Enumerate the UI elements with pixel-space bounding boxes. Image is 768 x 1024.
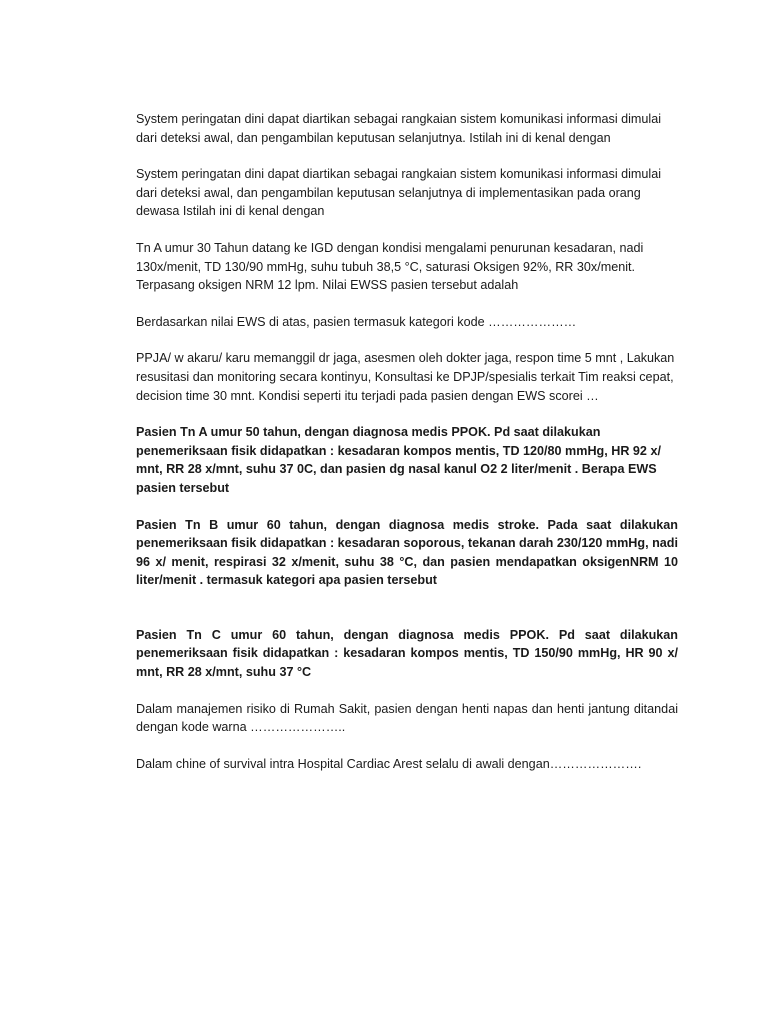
paragraph-ppja-response: PPJA/ w akaru/ karu memanggil dr jaga, asesmen oleh dokter jaga, respon time 5 mnt , Lakukan resusitasi dan monitoring secara kontinyu, Konsultasi ke DPJP/spesialis terkait Tim reaksi cepat, decision time 30 mnt. Kondisi seperti itu terjadi pada pasien dengan EWS scorei … (136, 351, 675, 403)
paragraph-risk-management-code: Dalam manajemen risiko di Rumah Sakit, pasien dengan henti napas dan henti jantung ditandai dengan kode warna ………………….. (136, 701, 678, 735)
paragraph-case-tn-a-50: Pasien Tn A umur 50 tahun, dengan diagnosa medis PPOK. Pd saat dilakukan penemeriksaan fisik didapatkan : kesadaran kompos mentis, TD 120/80 mmHg, HR 92 x/ mnt, RR 28 x/mnt, suhu 37 0C, dan pasien dg nasal kanul O2 2 liter/menit . Berapa EWS pasien tersebut (136, 425, 661, 495)
paragraph-case-tn-a-30: Tn A umur 30 Tahun datang ke IGD dengan kondisi mengalami penurunan kesadaran, nadi 130x/menit, TD 130/90 mmHg, suhu tubuh 38,5 °C, saturasi Oksigen 92%, RR 30x/menit. Terpasang oksigen NRM 12 lpm. Nilai EWSS pasien tersebut adalah (136, 240, 644, 293)
paragraph-early-warning-definition: System peringatan dini dapat diartikan sebagai rangkaian sistem komunikasi informasi dimulai dari deteksi awal, dan pengambilan keputusan selanjutnya. Istilah ini di kenal dengan (136, 112, 662, 145)
paragraph-ews-category: Berdasarkan nilai EWS di atas, pasien termasuk kategori kode ………………… (136, 314, 577, 329)
paragraph-case-tn-c: Pasien Tn C umur 60 tahun, dengan diagnosa medis PPOK. Pd saat dilakukan penemeriksaan fisik didapatkan : kesadaran kompos mentis, TD 150/90 mmHg, HR 90 x/ mnt, RR 28 x/mnt, suhu 37 °C (136, 627, 678, 680)
document-body (136, 110, 678, 791)
paragraph-chain-of-survival: Dalam chine of survival intra Hospital Cardiac Arest selalu di awali dengan…………………. (136, 756, 642, 771)
paragraph-case-tn-b: Pasien Tn B umur 60 tahun, dengan diagnosa medis stroke. Pada saat dilakukan penemeriksaan fisik didapatkan : kesadaran soporous, tekanan darah 230/120 mmHg, nadi 96 x/ menit, respirasi 32 x/menit, suhu 38 °C, dan pasien mendapatkan oksigenNRM 10 liter/menit . termasuk kategori apa pasien tersebut (136, 517, 678, 588)
paragraph-early-warning-adult: System peringatan dini dapat diartikan sebagai rangkaian sistem komunikasi informasi dimulai dari deteksi awal, dan pengambilan keputusan selanjutnya di implementasikan pada orang dewasa Istilah ini di kenal dengan (136, 167, 662, 219)
